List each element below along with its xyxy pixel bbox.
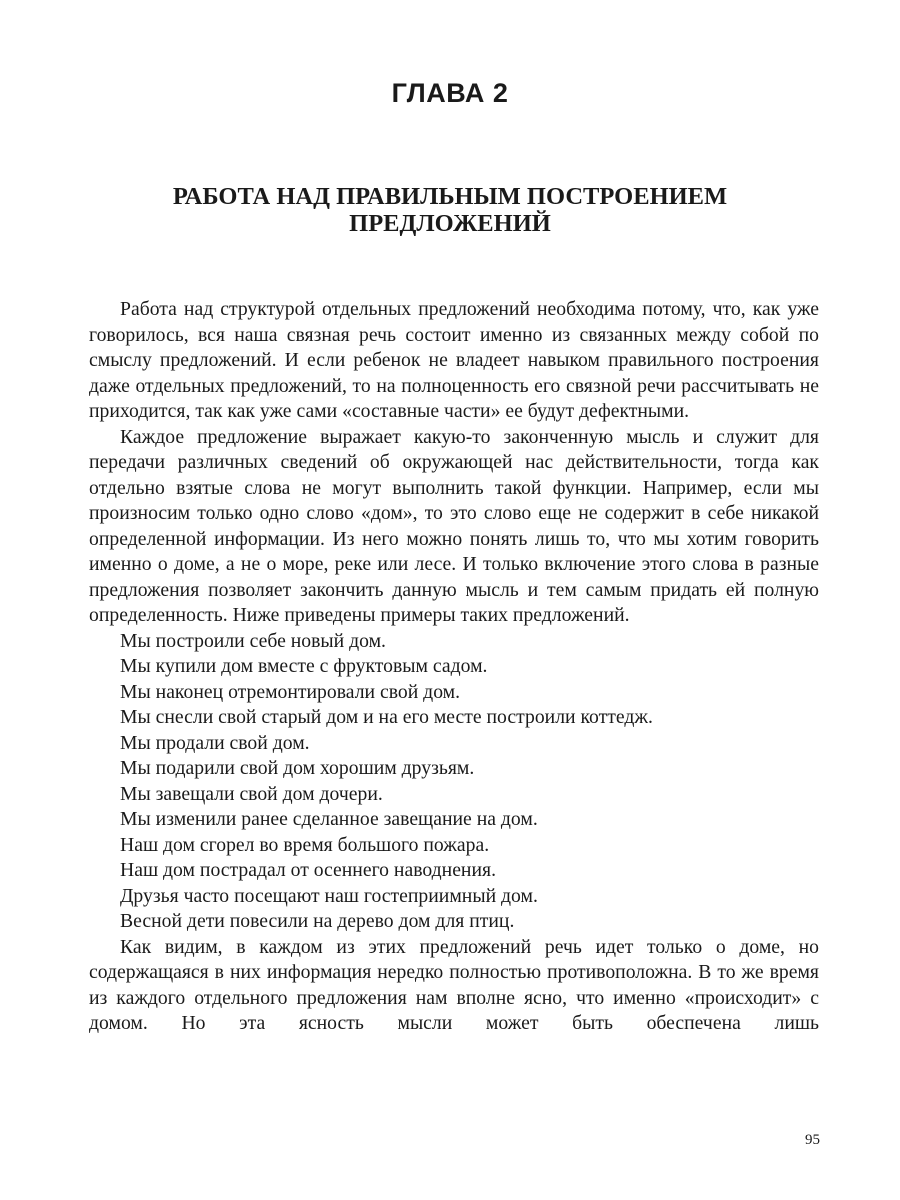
paragraph-3: Как видим, в каждом из этих предложений речь идет только о доме, но содержащаяся в них информация нередко полностью противоположна. В то же время из каждого отдельного предложения нам вполне ясно, что именно «происходит» с домом. Но эта ясность мысли может быть обеспечена лишь (89, 935, 819, 1034)
paragraph-2: Каждое предложение выражает какую-то законченную мысль и служит для передачи различных сведений об окружающей нас действительности, тогда как отдельно взятые слова не могут выполнить такой функции. Например, если мы произносим только одно слово «дом», то это слово еще не содержит в себе никакой определенной информации. Из него можно понять лишь то, что мы хотим говорить именно о доме, а не о море, реке или лесе. И только включение этого слова в разные предложения позволяет закончить данную мысль и тем самым придать ей полную определенность. Ниже приведены примеры таких предложений. (89, 425, 819, 626)
example-sentence: Мы завещали свой дом дочери. (120, 782, 383, 805)
example-sentence: Мы купили дом вместе с фруктовым садом. (120, 655, 488, 677)
example-sentence: Друзья часто посещают наш гостеприимный дом. (120, 884, 538, 907)
section-title-line-2: ПРЕДЛОЖЕНИЙ (349, 210, 551, 237)
example-sentence: Мы подарили свой дом хорошим друзьям. (120, 757, 475, 779)
example-sentence: Мы продали свой дом. (120, 731, 310, 754)
example-sentence: Мы снесли свой старый дом и на его месте построили коттедж. (120, 706, 653, 728)
example-sentence: Наш дом сгорел во время большого пожара. (120, 833, 490, 856)
paragraph-1: Работа над структурой отдельных предложений необходима потому, что, как уже говорилось, вся наша связная речь состоит именно из связанных между собой по смыслу предложений. И если ребенок не владеет навыком правильного построения даже отдельных предложений, то на полноценность его связной речи рассчитывать не приходится, так как уже сами «составные части» ее будут дефектными. (89, 298, 819, 422)
example-sentence: Мы построили себе новый дом. (120, 629, 386, 652)
section-title (150, 183, 750, 237)
example-sentence: Мы изменили ранее сделанное завещание на дом. (120, 808, 538, 830)
body-text (89, 297, 819, 1037)
section-title-line-1: РАБОТА НАД ПРАВИЛЬНЫМ ПОСТРОЕНИЕМ (172, 183, 728, 210)
example-sentence: Наш дом пострадал от осеннего наводнения. (120, 859, 496, 881)
example-sentence: Мы наконец отремонтировали свой дом. (120, 680, 461, 703)
example-sentence: Весной дети повесили на дерево дом для птиц. (120, 910, 515, 932)
page-number: 95 (805, 1132, 820, 1148)
chapter-heading: ГЛАВА 2 (391, 78, 509, 108)
